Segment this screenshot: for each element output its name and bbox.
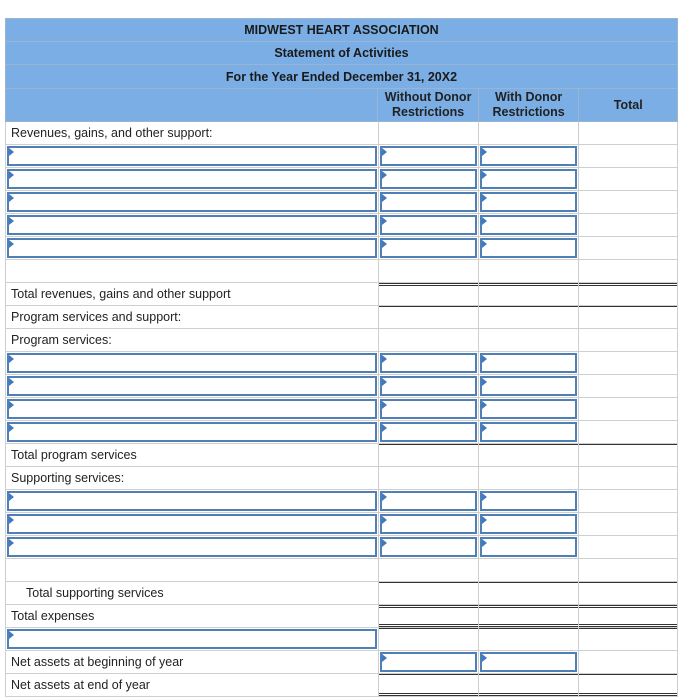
without-donor-cell	[379, 375, 479, 397]
dropdown-marker-icon	[482, 171, 487, 179]
total-expenses-row	[5, 605, 678, 628]
without-donor-input[interactable]	[380, 146, 477, 166]
total-cell	[579, 237, 677, 259]
dropdown-marker-icon	[382, 240, 387, 248]
without-donor-input[interactable]	[380, 192, 477, 212]
with-donor-input[interactable]	[480, 353, 577, 373]
double-rule	[479, 605, 578, 608]
without-donor-cell	[379, 674, 479, 696]
with-donor-cell	[479, 582, 579, 604]
revenue-line	[5, 214, 678, 237]
total-cell	[579, 260, 677, 282]
dropdown-marker-icon	[482, 424, 487, 432]
revenue-line	[5, 237, 678, 260]
org-title-text: MIDWEST HEART ASSOCIATION	[244, 23, 439, 37]
with-donor-input[interactable]	[480, 376, 577, 396]
column-header-row	[5, 88, 678, 122]
with-donor-cell	[479, 605, 579, 627]
net-begin-row	[5, 651, 678, 674]
without-donor-cell	[379, 605, 479, 627]
double-rule	[379, 605, 478, 608]
with-donor-input[interactable]	[480, 652, 577, 672]
statement-title-text: Statement of Activities	[274, 46, 409, 60]
program-line	[5, 352, 678, 375]
total-cell	[579, 191, 677, 213]
double-rule-bottom	[379, 624, 478, 627]
with-donor-input[interactable]	[480, 399, 577, 419]
dropdown-marker-icon	[482, 148, 487, 156]
dropdown-marker-icon	[9, 631, 19, 639]
with-donor-cell	[479, 421, 579, 443]
without-donor-cell	[379, 651, 479, 673]
statement-title	[5, 41, 678, 64]
column-header-blank	[6, 89, 378, 121]
row-label	[6, 237, 379, 259]
row-label	[6, 352, 379, 374]
with-donor-input[interactable]	[480, 215, 577, 235]
net-begin-row-label: Net assets at beginning of year	[11, 655, 184, 669]
with-donor-cell	[479, 375, 579, 397]
total-revenues-row-label: Total revenues, gains and other support	[11, 287, 231, 301]
without-donor-input[interactable]	[380, 652, 477, 672]
supporting-line	[5, 536, 678, 559]
double-rule	[379, 283, 478, 286]
column-header-with-donor	[479, 89, 580, 121]
single-rule	[479, 444, 578, 445]
supporting-heading-label: Supporting services:	[11, 471, 125, 485]
with-donor-cell	[479, 628, 579, 650]
with-donor-cell	[479, 306, 579, 328]
account-select[interactable]	[7, 422, 377, 442]
dropdown-marker-icon	[482, 217, 487, 225]
without-donor-cell	[379, 536, 479, 558]
with-donor-input[interactable]	[480, 537, 577, 557]
column-header-without-line2: Restrictions	[391, 105, 465, 119]
revenue-line	[5, 145, 678, 168]
total-cell	[579, 306, 677, 328]
without-donor-input[interactable]	[380, 514, 477, 534]
org-title	[5, 18, 678, 41]
total-cell	[579, 398, 677, 420]
revenues-heading-label: Revenues, gains, and other support:	[11, 126, 213, 140]
row-label	[6, 628, 379, 650]
without-donor-cell	[379, 398, 479, 420]
single-rule	[379, 582, 478, 583]
total-cell	[579, 329, 677, 351]
dropdown-marker-icon	[482, 378, 487, 386]
column-header-with-line1: With Donor	[495, 90, 563, 104]
program-line	[5, 421, 678, 444]
with-donor-cell	[479, 260, 579, 282]
period-title-text: For the Year Ended December 31, 20X2	[225, 69, 458, 84]
without-donor-input[interactable]	[380, 215, 477, 235]
with-donor-input[interactable]	[480, 514, 577, 534]
total-supporting-row-label: Total supporting services	[26, 586, 164, 600]
single-rule	[579, 306, 677, 307]
dropdown-marker-icon	[9, 493, 19, 501]
column-header-total	[579, 89, 677, 121]
dropdown-marker-icon	[9, 424, 19, 432]
total-program-row	[5, 444, 678, 467]
without-donor-input[interactable]	[380, 399, 477, 419]
column-header-without-donor	[378, 89, 479, 121]
with-donor-cell	[479, 444, 579, 466]
double-rule-bottom	[579, 624, 677, 627]
program-services-heading	[5, 329, 678, 352]
with-donor-cell	[479, 237, 579, 259]
account-select[interactable]	[7, 353, 377, 373]
without-donor-cell	[379, 628, 479, 650]
account-select[interactable]	[7, 146, 377, 166]
without-donor-cell	[379, 421, 479, 443]
without-donor-cell	[379, 329, 479, 351]
without-donor-cell	[379, 191, 479, 213]
double-rule-bottom	[479, 693, 578, 696]
dropdown-marker-icon	[9, 539, 19, 547]
without-donor-cell	[379, 490, 479, 512]
row-label	[6, 444, 379, 466]
single-rule	[479, 674, 578, 675]
dropdown-marker-icon	[482, 401, 487, 409]
row-label	[6, 329, 379, 351]
with-donor-cell	[479, 191, 579, 213]
dropdown-marker-icon	[382, 401, 387, 409]
spacer-row	[5, 559, 678, 582]
total-cell	[579, 168, 677, 190]
total-cell	[579, 628, 677, 650]
row-label	[6, 651, 379, 673]
dropdown-marker-icon	[482, 240, 487, 248]
dropdown-marker-icon	[382, 424, 387, 432]
total-revenues-row	[5, 283, 678, 306]
account-select[interactable]	[7, 491, 377, 511]
row-label	[6, 375, 379, 397]
with-donor-input[interactable]	[480, 491, 577, 511]
with-donor-cell	[479, 283, 579, 305]
total-cell	[579, 467, 677, 489]
total-cell	[579, 651, 677, 673]
without-donor-cell	[379, 122, 479, 144]
total-cell	[579, 605, 677, 627]
column-header-without-line1: Without Donor	[384, 90, 472, 104]
single-rule	[579, 444, 677, 445]
dropdown-marker-icon	[482, 493, 487, 501]
account-select[interactable]	[7, 169, 377, 189]
row-label	[6, 490, 379, 512]
dropdown-marker-icon	[482, 539, 487, 547]
without-donor-cell	[379, 145, 479, 167]
row-label	[6, 168, 379, 190]
with-donor-input[interactable]	[480, 146, 577, 166]
single-rule	[379, 674, 478, 675]
with-donor-cell	[479, 513, 579, 535]
total-cell	[579, 122, 677, 144]
double-rule	[479, 283, 578, 286]
double-rule-bottom	[579, 693, 677, 696]
row-label	[6, 145, 379, 167]
single-rule	[579, 674, 677, 675]
row-label	[6, 467, 379, 489]
without-donor-cell	[379, 352, 479, 374]
dropdown-marker-icon	[9, 355, 19, 363]
total-cell	[579, 352, 677, 374]
total-cell	[579, 490, 677, 512]
revenue-line	[5, 191, 678, 214]
column-header-total-text: Total	[613, 97, 643, 112]
without-donor-cell	[379, 214, 479, 236]
total-cell	[579, 513, 677, 535]
dropdown-marker-icon	[382, 148, 387, 156]
total-cell	[579, 145, 677, 167]
with-donor-cell	[479, 490, 579, 512]
dropdown-marker-icon	[382, 539, 387, 547]
revenue-line	[5, 168, 678, 191]
row-label	[6, 536, 379, 558]
single-rule	[579, 582, 677, 583]
without-donor-input[interactable]	[380, 491, 477, 511]
with-donor-input[interactable]	[480, 192, 577, 212]
dropdown-marker-icon	[9, 171, 19, 179]
row-label	[6, 260, 379, 282]
dropdown-marker-icon	[482, 516, 487, 524]
without-donor-cell	[379, 582, 479, 604]
row-label	[6, 582, 379, 604]
dropdown-marker-icon	[9, 378, 19, 386]
total-cell	[579, 283, 677, 305]
account-select[interactable]	[7, 192, 377, 212]
without-donor-cell	[379, 306, 479, 328]
with-donor-cell	[479, 674, 579, 696]
total-cell	[579, 375, 677, 397]
account-select[interactable]	[7, 215, 377, 235]
dropdown-marker-icon	[482, 194, 487, 202]
program-line	[5, 375, 678, 398]
change-net-assets-row	[5, 628, 678, 651]
net-end-row-label: Net assets at end of year	[11, 678, 150, 692]
without-donor-cell	[379, 168, 479, 190]
without-donor-input[interactable]	[380, 169, 477, 189]
account-select[interactable]	[7, 238, 377, 258]
dropdown-marker-icon	[382, 516, 387, 524]
dropdown-marker-icon	[482, 355, 487, 363]
single-rule	[479, 628, 578, 629]
double-rule	[579, 605, 677, 608]
with-donor-cell	[479, 122, 579, 144]
without-donor-input[interactable]	[380, 238, 477, 258]
account-select[interactable]	[7, 376, 377, 396]
dropdown-marker-icon	[382, 355, 387, 363]
total-cell	[579, 214, 677, 236]
single-rule	[579, 628, 677, 629]
single-rule	[379, 444, 478, 445]
dropdown-marker-icon	[382, 171, 387, 179]
without-donor-input[interactable]	[380, 376, 477, 396]
without-donor-input[interactable]	[380, 537, 477, 557]
account-select[interactable]	[7, 514, 377, 534]
with-donor-cell	[479, 398, 579, 420]
row-label	[6, 674, 379, 696]
row-label	[6, 421, 379, 443]
period-title	[5, 64, 678, 88]
with-donor-cell	[479, 559, 579, 581]
account-select[interactable]	[7, 537, 377, 557]
program-line	[5, 398, 678, 421]
row-label	[6, 398, 379, 420]
program-services-heading-label: Program services:	[11, 333, 112, 347]
total-supporting-row	[5, 582, 678, 605]
account-select[interactable]	[7, 629, 377, 649]
dropdown-marker-icon	[382, 217, 387, 225]
without-donor-cell	[379, 559, 479, 581]
dropdown-marker-icon	[9, 148, 19, 156]
without-donor-cell	[379, 444, 479, 466]
total-expenses-row-label: Total expenses	[11, 609, 95, 623]
with-donor-cell	[479, 329, 579, 351]
with-donor-cell	[479, 168, 579, 190]
double-rule-bottom	[379, 693, 478, 696]
without-donor-cell	[379, 260, 479, 282]
dropdown-marker-icon	[382, 493, 387, 501]
with-donor-cell	[479, 467, 579, 489]
single-rule	[379, 306, 478, 307]
single-rule	[379, 628, 478, 629]
without-donor-cell	[379, 513, 479, 535]
double-rule-bottom	[479, 624, 578, 627]
account-select[interactable]	[7, 399, 377, 419]
dropdown-marker-icon	[382, 378, 387, 386]
program-support-heading	[5, 306, 678, 329]
with-donor-cell	[479, 651, 579, 673]
with-donor-cell	[479, 536, 579, 558]
dropdown-marker-icon	[9, 516, 19, 524]
row-label	[6, 605, 379, 627]
double-rule	[579, 283, 677, 286]
dropdown-marker-icon	[9, 240, 19, 248]
row-label	[6, 306, 379, 328]
total-program-row-label: Total program services	[11, 448, 137, 462]
dropdown-marker-icon	[9, 194, 19, 202]
revenues-heading	[5, 122, 678, 145]
with-donor-cell	[479, 214, 579, 236]
total-cell	[579, 582, 677, 604]
with-donor-input[interactable]	[480, 422, 577, 442]
row-label	[6, 122, 379, 144]
net-end-row	[5, 674, 678, 697]
without-donor-cell	[379, 467, 479, 489]
supporting-line	[5, 513, 678, 536]
supporting-line	[5, 490, 678, 513]
without-donor-input[interactable]	[380, 422, 477, 442]
dropdown-marker-icon	[382, 654, 387, 662]
with-donor-input[interactable]	[480, 169, 577, 189]
total-cell	[579, 536, 677, 558]
row-label	[6, 559, 379, 581]
single-rule	[479, 306, 578, 307]
column-header-with-line2: Restrictions	[492, 105, 565, 119]
row-label	[6, 283, 379, 305]
dropdown-marker-icon	[9, 217, 19, 225]
supporting-heading	[5, 467, 678, 490]
row-label	[6, 191, 379, 213]
with-donor-input[interactable]	[480, 238, 577, 258]
row-label	[6, 513, 379, 535]
total-cell	[579, 674, 677, 696]
single-rule	[479, 582, 578, 583]
dropdown-marker-icon	[482, 654, 487, 662]
with-donor-cell	[479, 352, 579, 374]
spacer-row	[5, 260, 678, 283]
total-cell	[579, 444, 677, 466]
program-support-heading-label: Program services and support:	[11, 310, 182, 324]
dropdown-marker-icon	[9, 401, 19, 409]
without-donor-cell	[379, 237, 479, 259]
without-donor-input[interactable]	[380, 353, 477, 373]
row-label	[6, 214, 379, 236]
with-donor-cell	[479, 145, 579, 167]
without-donor-cell	[379, 283, 479, 305]
dropdown-marker-icon	[382, 194, 387, 202]
total-cell	[579, 559, 677, 581]
total-cell	[579, 421, 677, 443]
